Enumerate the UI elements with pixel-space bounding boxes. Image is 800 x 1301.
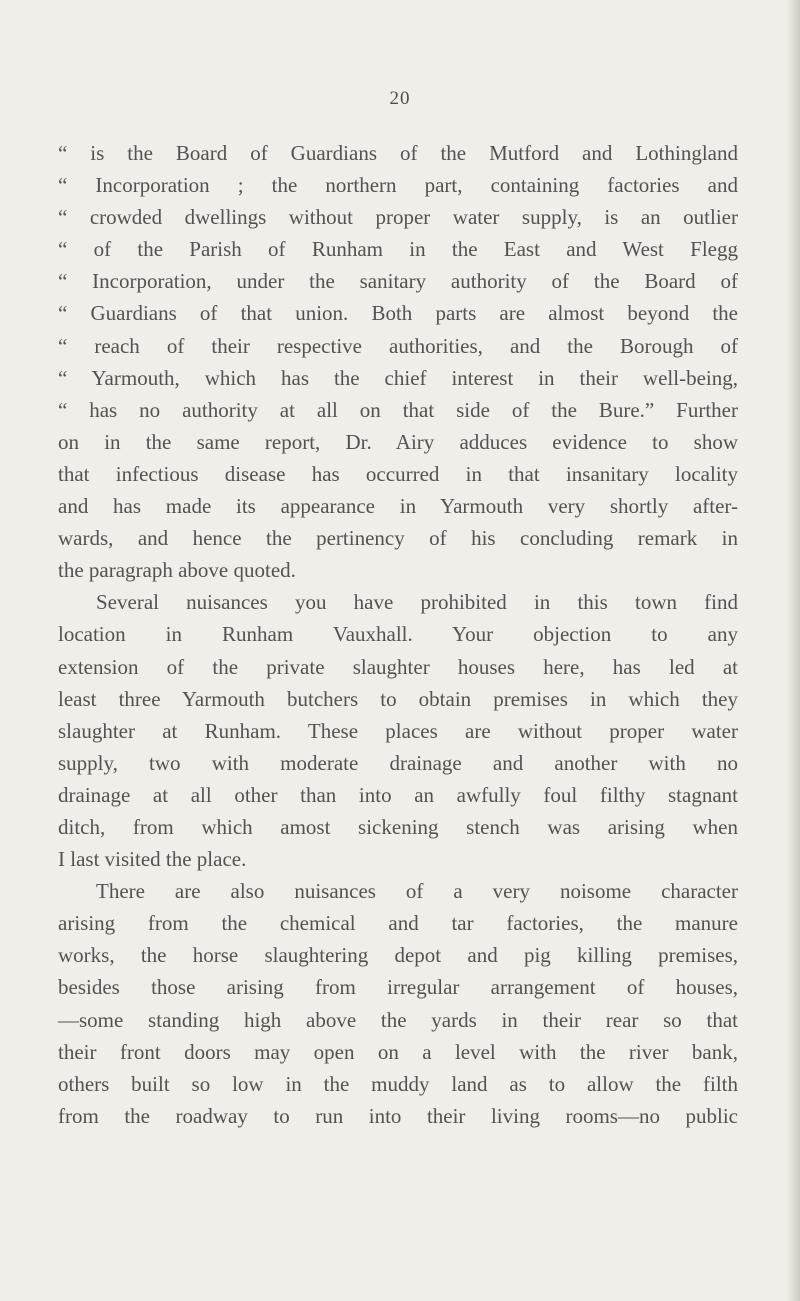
text-line: arising from the chemical and tar factories, the manure [58, 911, 738, 936]
text-line: ditch, from which amost sickening stench was arising when [58, 814, 738, 839]
text-line: others built so low in the muddy land as to allow the filth [58, 1071, 738, 1096]
text-line: “ has no authority at all on that side of the Bure.” Further [58, 397, 738, 422]
body-text [58, 137, 738, 1132]
text-line: “ crowded dwellings without proper water supply, is an outlier [58, 205, 738, 230]
text-line: on in the same report, Dr. Airy adduces evidence to show [58, 429, 738, 454]
text-line: and has made its appearance in Yarmouth very shortly after- [58, 494, 738, 519]
text-line: “ Yarmouth, which has the chief interest in their well-being, [58, 365, 738, 390]
text-line: their front doors may open on a level with the river bank, [58, 1039, 738, 1064]
page-edge-shadow [786, 0, 800, 1301]
text-line: drainage at all other than into an awfully foul filthy stagnant [58, 782, 738, 807]
text-line: extension of the private slaughter houses here, has led at [58, 654, 738, 679]
text-line: “ of the Parish of Runham in the East and West Flegg [58, 237, 738, 262]
text-line: “ Guardians of that union. Both parts are almost beyond the [58, 301, 738, 326]
text-line: Several nuisances you have prohibited in this town find [96, 590, 738, 615]
text-line: —some standing high above the yards in their rear so that [58, 1007, 738, 1032]
text-line: that infectious disease has occurred in that insanitary locality [58, 461, 738, 486]
text-line: location in Runham Vauxhall. Your objection to any [58, 622, 738, 647]
text-line: “ Incorporation, under the sanitary authority of the Board of [58, 269, 738, 294]
text-line: works, the horse slaughtering depot and pig killing premises, [58, 943, 738, 968]
text-line: “ Incorporation ; the northern part, containing factories and [58, 173, 738, 198]
text-line: I last visited the place. [58, 847, 247, 872]
text-line: from the roadway to run into their living rooms—no public [58, 1103, 738, 1128]
text-line: the paragraph above quoted. [58, 558, 296, 583]
text-line: There are also nuisances of a very noisome character [96, 879, 738, 904]
page-number: 20 [389, 88, 411, 109]
text-line: supply, two with moderate drainage and another with no [58, 750, 738, 775]
text-line: “ is the Board of Guardians of the Mutford and Lothingland [58, 141, 738, 165]
text-line: least three Yarmouth butchers to obtain premises in which they [58, 686, 738, 711]
text-line: “ reach of their respective authorities, and the Borough of [58, 333, 738, 358]
text-line: besides those arising from irregular arrangement of houses, [58, 975, 738, 1000]
text-line: slaughter at Runham. These places are without proper water [58, 718, 738, 743]
text-line: wards, and hence the pertinency of his concluding remark in [58, 526, 738, 551]
